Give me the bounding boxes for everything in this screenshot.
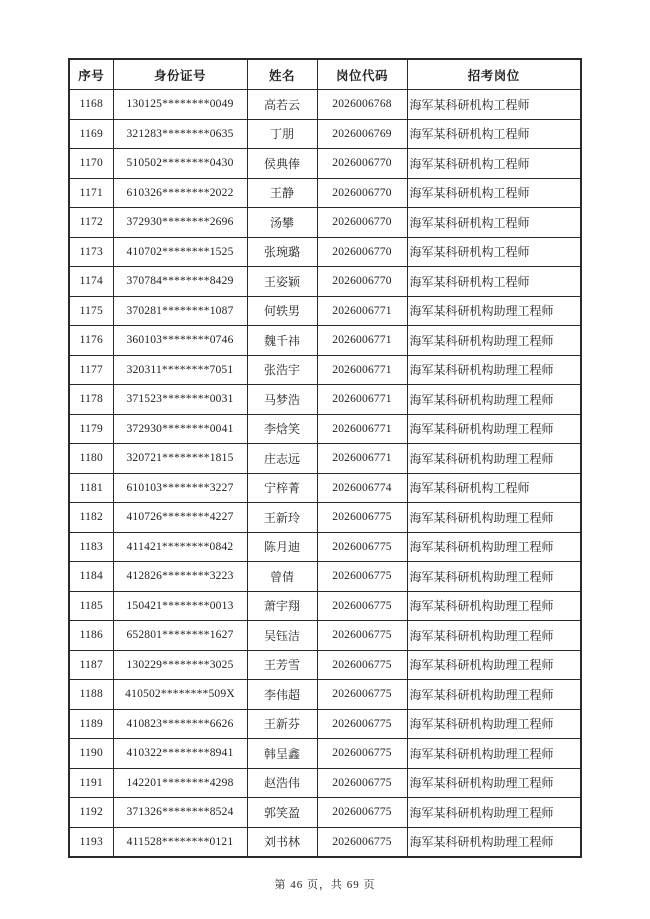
cell-job-code: 2026006774 (317, 473, 407, 503)
cell-id-number: 370784********8429 (113, 267, 247, 297)
cell-name: 萧宇翔 (247, 591, 317, 621)
cell-name: 王静 (247, 178, 317, 208)
cell-serial-number: 1185 (69, 591, 113, 621)
cell-serial-number: 1180 (69, 444, 113, 474)
cell-name: 高若云 (247, 90, 317, 120)
cell-id-number: 410702********1525 (113, 237, 247, 267)
table-row (69, 739, 581, 769)
cell-id-number: 371523********0031 (113, 385, 247, 415)
cell-name: 赵浩伟 (247, 768, 317, 798)
cell-job-code: 2026006771 (317, 296, 407, 326)
cell-name: 韩呈鑫 (247, 739, 317, 769)
cell-job-code: 2026006775 (317, 798, 407, 828)
cell-job-code: 2026006771 (317, 355, 407, 385)
table-row (69, 444, 581, 474)
cell-name: 何轶男 (247, 296, 317, 326)
table-row (69, 237, 581, 267)
cell-serial-number: 1177 (69, 355, 113, 385)
table-row (69, 503, 581, 533)
cell-job-title: 海军某科研机构工程师 (407, 149, 581, 179)
cell-job-code: 2026006775 (317, 650, 407, 680)
cell-name: 张浩宇 (247, 355, 317, 385)
cell-name: 王新玲 (247, 503, 317, 533)
cell-serial-number: 1192 (69, 798, 113, 828)
table-row (69, 473, 581, 503)
table-row (69, 326, 581, 356)
table-row (69, 680, 581, 710)
cell-id-number: 410823********6626 (113, 709, 247, 739)
cell-serial-number: 1172 (69, 208, 113, 238)
cell-name: 李焓笑 (247, 414, 317, 444)
cell-job-title: 海军某科研机构工程师 (407, 237, 581, 267)
cell-job-code: 2026006770 (317, 237, 407, 267)
cell-job-title: 海军某科研机构工程师 (407, 119, 581, 149)
cell-job-title: 海军某科研机构助理工程师 (407, 591, 581, 621)
cell-job-code: 2026006775 (317, 739, 407, 769)
cell-name: 侯典俸 (247, 149, 317, 179)
cell-serial-number: 1187 (69, 650, 113, 680)
cell-job-title: 海军某科研机构助理工程师 (407, 709, 581, 739)
cell-job-title: 海军某科研机构助理工程师 (407, 414, 581, 444)
table-row (69, 296, 581, 326)
cell-name: 郭笑盈 (247, 798, 317, 828)
cell-job-code: 2026006768 (317, 90, 407, 120)
cell-serial-number: 1176 (69, 326, 113, 356)
table-row (69, 709, 581, 739)
cell-serial-number: 1184 (69, 562, 113, 592)
table-row (69, 562, 581, 592)
cell-job-title: 海军某科研机构工程师 (407, 178, 581, 208)
cell-serial-number: 1191 (69, 768, 113, 798)
cell-serial-number: 1188 (69, 680, 113, 710)
cell-job-title: 海军某科研机构助理工程师 (407, 798, 581, 828)
table-row (69, 178, 581, 208)
cell-job-code: 2026006775 (317, 562, 407, 592)
cell-name: 庄志远 (247, 444, 317, 474)
candidate-table (68, 58, 582, 858)
cell-name: 汤攀 (247, 208, 317, 238)
table-row (69, 385, 581, 415)
cell-job-code: 2026006775 (317, 503, 407, 533)
cell-serial-number: 1183 (69, 532, 113, 562)
table-header-row (69, 59, 581, 90)
cell-id-number: 321283********0635 (113, 119, 247, 149)
cell-job-code: 2026006770 (317, 208, 407, 238)
cell-serial-number: 1171 (69, 178, 113, 208)
cell-id-number: 411528********0121 (113, 827, 247, 857)
cell-id-number: 410322********8941 (113, 739, 247, 769)
cell-job-code: 2026006775 (317, 532, 407, 562)
cell-id-number: 372930********2696 (113, 208, 247, 238)
cell-job-code: 2026006769 (317, 119, 407, 149)
table-row (69, 532, 581, 562)
cell-job-title: 海军某科研机构助理工程师 (407, 385, 581, 415)
cell-id-number: 610326********2022 (113, 178, 247, 208)
cell-job-title: 海军某科研机构助理工程师 (407, 768, 581, 798)
cell-job-code: 2026006770 (317, 267, 407, 297)
cell-job-title: 海军某科研机构助理工程师 (407, 739, 581, 769)
table-row (69, 119, 581, 149)
cell-name: 王芳雪 (247, 650, 317, 680)
cell-job-code: 2026006775 (317, 827, 407, 857)
cell-serial-number: 1168 (69, 90, 113, 120)
cell-job-title: 海军某科研机构工程师 (407, 473, 581, 503)
table-row (69, 149, 581, 179)
cell-job-title: 海军某科研机构助理工程师 (407, 621, 581, 651)
cell-id-number: 372930********0041 (113, 414, 247, 444)
table-row (69, 267, 581, 297)
header-name: 姓名 (247, 59, 317, 90)
header-job-title: 招考岗位 (407, 59, 581, 90)
cell-serial-number: 1186 (69, 621, 113, 651)
cell-name: 王姿颖 (247, 267, 317, 297)
cell-job-title: 海军某科研机构助理工程师 (407, 503, 581, 533)
cell-id-number: 320721********1815 (113, 444, 247, 474)
cell-serial-number: 1173 (69, 237, 113, 267)
cell-serial-number: 1181 (69, 473, 113, 503)
cell-job-code: 2026006775 (317, 709, 407, 739)
cell-name: 张琬璐 (247, 237, 317, 267)
cell-name: 李伟超 (247, 680, 317, 710)
table-row (69, 90, 581, 120)
cell-name: 陈月迪 (247, 532, 317, 562)
cell-id-number: 652801********1627 (113, 621, 247, 651)
cell-job-code: 2026006775 (317, 768, 407, 798)
cell-name: 马梦浩 (247, 385, 317, 415)
cell-id-number: 610103********3227 (113, 473, 247, 503)
cell-id-number: 130125********0049 (113, 90, 247, 120)
cell-job-title: 海军某科研机构工程师 (407, 267, 581, 297)
cell-name: 宁梓菁 (247, 473, 317, 503)
cell-job-code: 2026006771 (317, 444, 407, 474)
page-number-footer: 第 46 页，共 69 页 (274, 879, 376, 891)
cell-job-code: 2026006775 (317, 680, 407, 710)
cell-serial-number: 1179 (69, 414, 113, 444)
cell-id-number: 412826********3223 (113, 562, 247, 592)
cell-serial-number: 1175 (69, 296, 113, 326)
cell-id-number: 360103********0746 (113, 326, 247, 356)
cell-serial-number: 1169 (69, 119, 113, 149)
cell-job-code: 2026006770 (317, 149, 407, 179)
cell-id-number: 150421********0013 (113, 591, 247, 621)
cell-job-title: 海军某科研机构助理工程师 (407, 680, 581, 710)
table-row (69, 621, 581, 651)
cell-serial-number: 1178 (69, 385, 113, 415)
table-row (69, 798, 581, 828)
cell-serial-number: 1174 (69, 267, 113, 297)
table-row (69, 827, 581, 857)
header-job-code: 岗位代码 (317, 59, 407, 90)
cell-name: 曾倩 (247, 562, 317, 592)
cell-job-title: 海军某科研机构助理工程师 (407, 827, 581, 857)
cell-name: 吴钰洁 (247, 621, 317, 651)
cell-id-number: 510502********0430 (113, 149, 247, 179)
cell-job-title: 海军某科研机构助理工程师 (407, 444, 581, 474)
cell-id-number: 142201********4298 (113, 768, 247, 798)
cell-id-number: 410502********509X (113, 680, 247, 710)
cell-serial-number: 1190 (69, 739, 113, 769)
cell-id-number: 410726********4227 (113, 503, 247, 533)
cell-id-number: 320311********7051 (113, 355, 247, 385)
table-row (69, 355, 581, 385)
cell-job-code: 2026006775 (317, 621, 407, 651)
cell-job-title: 海军某科研机构助理工程师 (407, 296, 581, 326)
header-id-number: 身份证号 (113, 59, 247, 90)
cell-job-title: 海军某科研机构助理工程师 (407, 650, 581, 680)
cell-id-number: 371326********8524 (113, 798, 247, 828)
cell-id-number: 370281********1087 (113, 296, 247, 326)
header-serial-number: 序号 (69, 59, 113, 90)
table-row (69, 208, 581, 238)
table-row (69, 768, 581, 798)
table-row (69, 414, 581, 444)
cell-job-title: 海军某科研机构助理工程师 (407, 326, 581, 356)
cell-name: 魏千祎 (247, 326, 317, 356)
cell-job-code: 2026006770 (317, 178, 407, 208)
cell-name: 丁朋 (247, 119, 317, 149)
cell-id-number: 411421********0842 (113, 532, 247, 562)
cell-name: 刘书林 (247, 827, 317, 857)
cell-name: 王新芬 (247, 709, 317, 739)
cell-job-title: 海军某科研机构助理工程师 (407, 355, 581, 385)
cell-serial-number: 1170 (69, 149, 113, 179)
cell-job-title: 海军某科研机构工程师 (407, 208, 581, 238)
cell-job-title: 海军某科研机构助理工程师 (407, 532, 581, 562)
cell-job-code: 2026006771 (317, 326, 407, 356)
cell-job-title: 海军某科研机构助理工程师 (407, 562, 581, 592)
cell-job-code: 2026006771 (317, 385, 407, 415)
cell-id-number: 130229********3025 (113, 650, 247, 680)
cell-serial-number: 1189 (69, 709, 113, 739)
table-row (69, 591, 581, 621)
table-body (69, 90, 581, 858)
cell-serial-number: 1193 (69, 827, 113, 857)
cell-job-title: 海军某科研机构工程师 (407, 90, 581, 120)
cell-job-code: 2026006771 (317, 414, 407, 444)
cell-job-code: 2026006775 (317, 591, 407, 621)
table-row (69, 650, 581, 680)
cell-serial-number: 1182 (69, 503, 113, 533)
